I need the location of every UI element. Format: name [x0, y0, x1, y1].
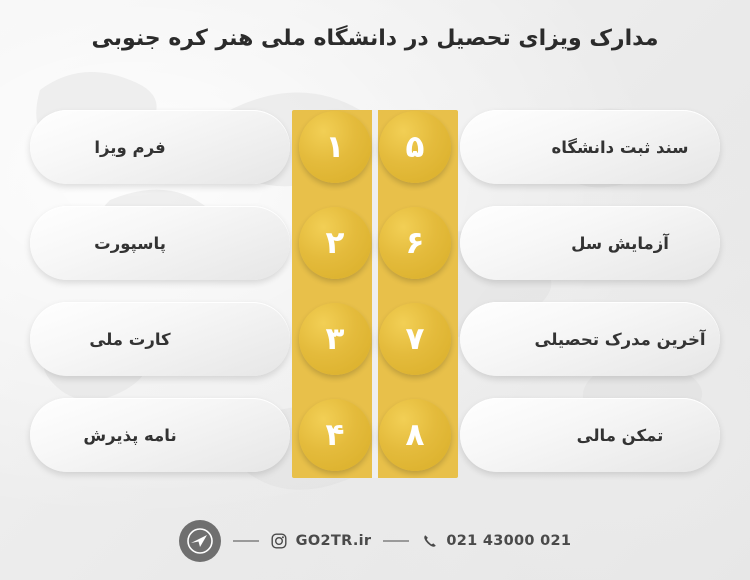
list-item-1[interactable] [30, 110, 290, 184]
list-item-label: سند ثبت دانشگاه [551, 137, 689, 157]
list-item-4[interactable] [30, 398, 290, 472]
badge-number-2: ۲ [299, 207, 371, 279]
table-row [30, 302, 720, 376]
instagram-icon [271, 533, 288, 550]
list-item-label: کارت ملی [89, 329, 171, 349]
list-item-label: تمکن مالی [576, 425, 664, 445]
list-item-3[interactable] [30, 302, 290, 376]
list-item-label: پاسپورت [94, 233, 166, 253]
badge-number-5: ۵ [379, 111, 451, 183]
footer-divider-right [383, 540, 409, 542]
badge-number-8: ۸ [379, 399, 451, 471]
website-contact[interactable] [271, 533, 372, 550]
table-row [30, 206, 720, 280]
list-item-label: آخرین مدرک تحصیلی [534, 329, 706, 349]
table-row [30, 398, 720, 472]
list-item-8[interactable] [460, 398, 720, 472]
phone-text: 021 43000 021 [446, 533, 572, 549]
title-text: مدارک ویزای تحصیل در دانشگاه ملی هنر کره جنوبی [91, 26, 659, 51]
badge-pair-row-2 [290, 207, 460, 279]
badge-pair-row-3 [290, 303, 460, 375]
list-item-5[interactable] [460, 110, 720, 184]
badge-number-6: ۶ [379, 207, 451, 279]
list-item-7[interactable] [460, 302, 720, 376]
list-item-label: نامه پذیرش [83, 425, 177, 445]
list-item-label: آزمایش سل [571, 233, 669, 253]
badge-number-1: ۱ [299, 111, 371, 183]
website-text: GO2TR.ir [295, 533, 372, 549]
badge-number-4: ۴ [299, 399, 371, 471]
phone-contact[interactable] [421, 533, 571, 550]
badge-number-7: ۷ [379, 303, 451, 375]
table-row [30, 110, 720, 184]
phone-icon [421, 533, 438, 550]
footer-bar [0, 520, 750, 562]
list-item-label: فرم ویزا [94, 137, 166, 157]
list-item-6[interactable] [460, 206, 720, 280]
badge-pair-row-1 [290, 111, 460, 183]
brand-logo-icon [179, 520, 221, 562]
footer-divider-left [233, 540, 259, 542]
list-item-2[interactable] [30, 206, 290, 280]
badge-number-3: ۳ [299, 303, 371, 375]
page-title [0, 22, 750, 56]
badge-pair-row-4 [290, 399, 460, 471]
